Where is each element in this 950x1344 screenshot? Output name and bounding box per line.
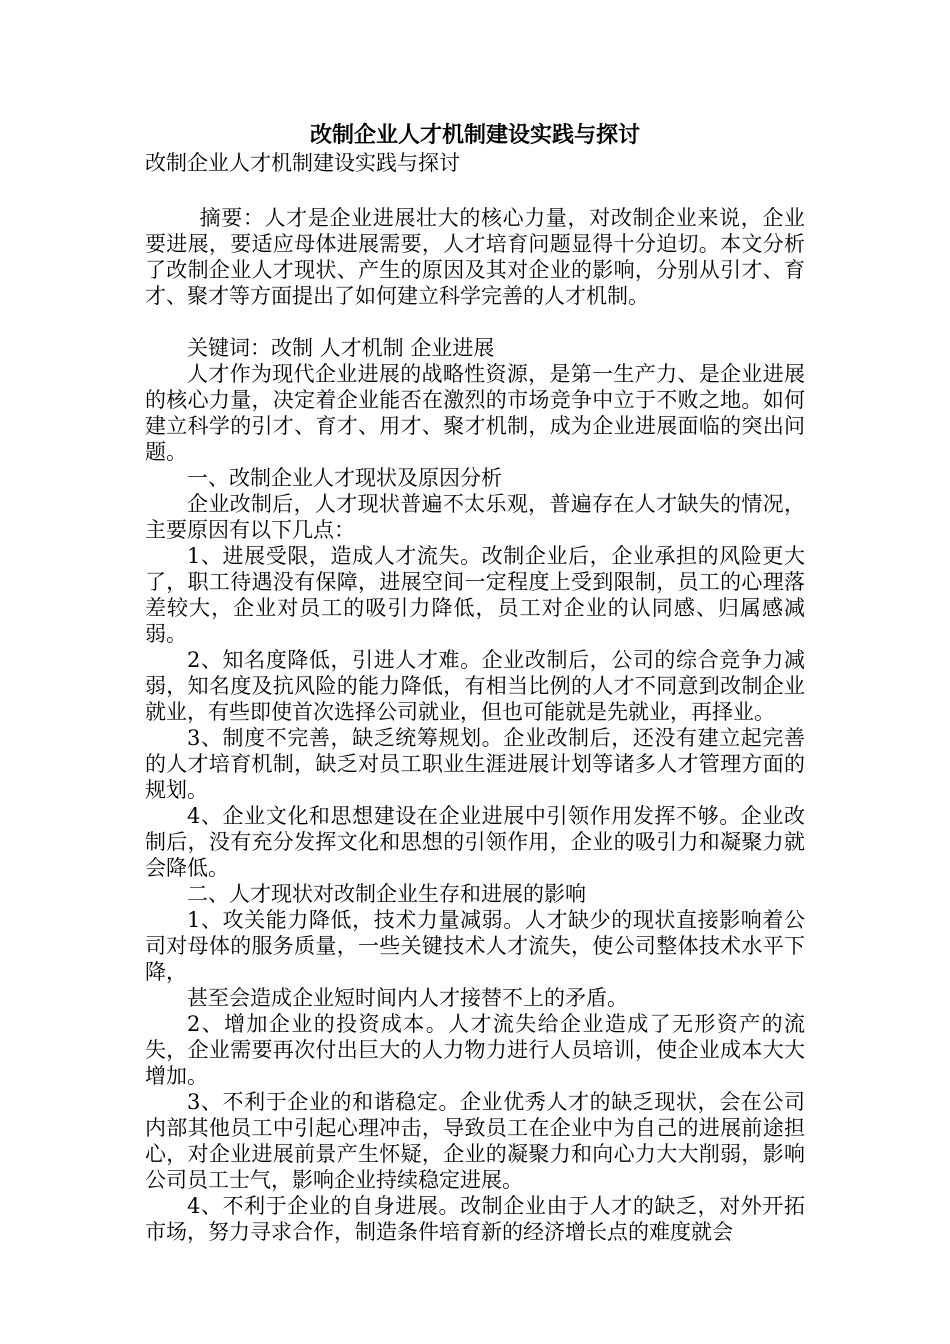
body-paragraph: 4、不利于企业的自身进展。改制企业由于人才的缺乏，对外开拓市场，努力寻求合作，制造条件培育新的经济增长点的难度就会: [145, 1194, 805, 1244]
section-heading-1: 一、改制企业人才现状及原因分析: [187, 466, 502, 490]
body-paragraph: 4、企业文化和思想建设在企业进展中引领作用发挥不够。企业改制后，没有充分发挥文化和思想的引领作用，企业的吸引力和凝聚力就会降低。: [145, 804, 805, 880]
abstract-paragraph: 摘要：人才是企业进展壮大的核心力量，对改制企业来说，企业要进展，要适应母体进展需要，人才培育问题显得十分迫切。本文分析了改制企业人才现状、产生的原因及其对企业的影响，分别从引才、育才、聚才等方面提出了如何建立科学完善的人才机制。: [145, 206, 805, 308]
body-paragraph: 3、制度不完善，缺乏统筹规划。企业改制后，还没有建立起完善的人才培育机制，缺乏对员工职业生涯进展计划等诸多人才管理方面的规划。: [145, 726, 805, 802]
section-heading-2: 二、人才现状对改制企业生存和进展的影响: [187, 882, 586, 906]
document-body: [145, 120, 805, 1245]
body-paragraph: 3、不利于企业的和谐稳定。企业优秀人才的缺乏现状，会在公司内部其他员工中引起心理冲击，导致员工在企业中为自己的进展前途担心，对企业进展前景产生怀疑，企业的凝聚力和向心力大大削弱，影响公司员工士气，影响企业持续稳定进展。: [145, 1090, 805, 1192]
body-paragraph: 企业改制后，人才现状普遍不太乐观，普遍存在人才缺失的情况，主要原因有以下几点：: [145, 492, 805, 542]
document-title: 改制企业人才机制建设实践与探讨: [309, 122, 640, 148]
document-subtitle: 改制企业人才机制建设实践与探讨: [145, 151, 460, 175]
body-paragraph: 2、知名度降低，引进人才难。企业改制后，公司的综合竞争力减弱，知名度及抗风险的能力降低，有相当比例的人才不同意到改制企业就业，有些即使首次选择公司就业，但也可能就是先就业，再择业。: [145, 648, 805, 724]
body-paragraph: 1、进展受限，造成人才流失。改制企业后，企业承担的风险更大了，职工待遇没有保障，进展空间一定程度上受到限制，员工的心理落差较大，企业对员工的吸引力降低，员工对企业的认同感、归属感减弱。: [145, 544, 805, 646]
body-paragraph: 1、攻关能力降低，技术力量减弱。人才缺少的现状直接影响着公司对母体的服务质量，一些关键技术人才流失，使公司整体技术水平下降，: [145, 908, 805, 984]
body-paragraph: 甚至会造成企业短时间内人才接替不上的矛盾。: [187, 986, 628, 1010]
intro-paragraph: 人才作为现代企业进展的战略性资源，是第一生产力、是企业进展的核心力量，决定着企业能否在激烈的市场竞争中立于不败之地。如何建立科学的引才、育才、用才、聚才机制，成为企业进展面临的突出问题。: [145, 362, 805, 464]
body-paragraph: 2、增加企业的投资成本。人才流失给企业造成了无形资产的流失，企业需要再次付出巨大的人力物力进行人员培训，使企业成本大大增加。: [145, 1012, 805, 1088]
keywords-line: 关键词：改制 人才机制 企业进展: [187, 336, 495, 360]
